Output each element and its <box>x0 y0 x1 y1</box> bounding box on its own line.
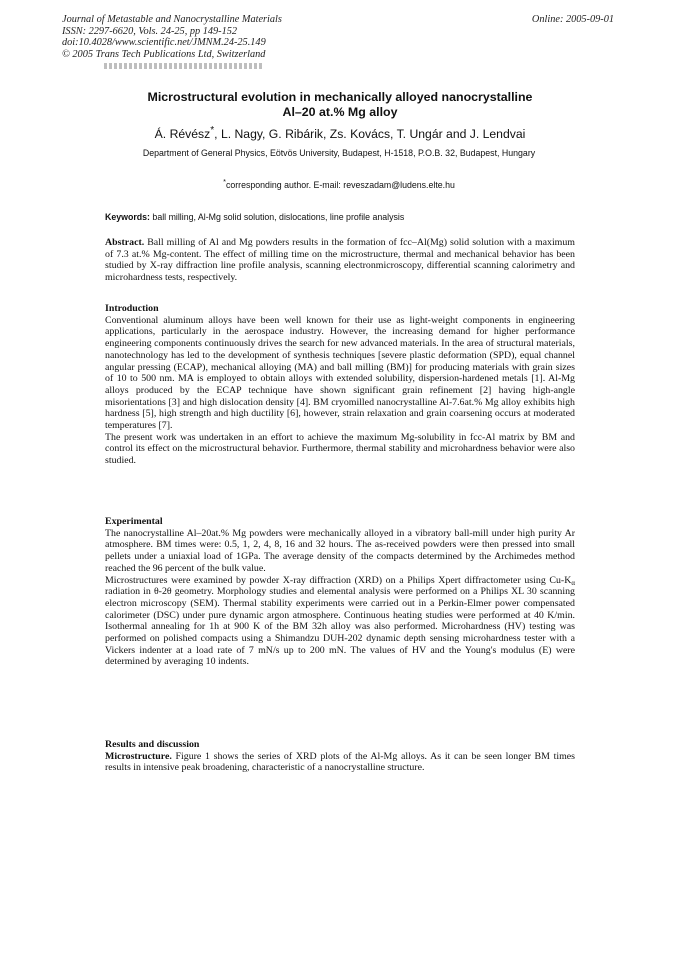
corresponding-mark: * <box>223 177 226 186</box>
results-section <box>105 739 575 774</box>
paragraph <box>105 575 575 669</box>
keywords-label: Keywords: <box>105 212 150 222</box>
author-first: Á. Révész <box>154 127 211 142</box>
journal-line: Journal of Metastable and Nanocrystalline Materials <box>62 14 282 25</box>
abstract-label: Abstract. <box>105 237 145 248</box>
corresponding-mark: * <box>210 125 215 136</box>
affiliation: Department of General Physics, Eötvös University, Budapest, H-1518, P.O.B. 32, Budapest, Hungary <box>142 148 536 158</box>
abstract-text: Ball milling of Al and Mg powders results in the formation of fcc–Al(Mg) solid solution with a maximum of 7.3 at.% Mg-content. The effect of milling time on the microstructure, thermal and mechanical behavior has been studied by X-ray diffraction line profile analysis, scanning electronmicroscopy, differential scanning calorimetry and microhardness tests, respectively. <box>105 237 575 284</box>
paragraph: Conventional aluminum alloys have been well known for their use as light-weight components in engineering applications, particularly in the aerospace industry. However, the increasing demand for higher performance engineering components continuously drives the search for new advanced materials. In the area of structural materials, nanotechnology has led to the development of synthesis techniques [severe plastic deformation (SPD), equal channel angular pressing (ECAP), mechanical alloying (MA) and ball milling (BM)] for producing materials with grain sizes of 10 to 500 nm. MA is employed to obtain alloys with extended solubility, dispersion-hardened metals [1]. Al-Mg alloys produced by the ECAP technique have shown significant grain refinement [2] having high-angle misorientations [3] and high dislocation density [4]. BM cryomilled nanocrystalline Al-7.6at.% Mg alloy exhibits high hardness [5], high strength and high ductility [6], however, strain relaxation and grain coarsening occurs at moderated temperatures [7]. <box>105 314 575 432</box>
paragraph: The present work was undertaken in an effort to achieve the maximum Mg-solubility in fcc-Al matrix by BM and control its effect on the microstructural behavior. Furthermore, thermal stability and microhardness behavior were also studied. <box>105 431 575 467</box>
journal-line: © 2005 Trans Tech Publications Ltd, Switzerland <box>62 48 266 60</box>
subscript-alpha: α <box>571 579 575 587</box>
abstract <box>105 237 575 284</box>
section-heading: Experimental <box>105 516 163 527</box>
paragraph <box>105 751 575 774</box>
journal-line: ISSN: 2297-6620, Vols. 24-25, pp 149-152 <box>62 25 238 37</box>
paragraph-text: Microstructures were examined by powder X-ray diffraction (XRD) on a Philips Xpert diffractometer using Cu-K <box>105 574 572 586</box>
paragraph-text: radiation in θ-2θ geometry. Morphology studies and elemental analysis were performed on a Philips XL 30 scanning electron microscopy (SEM). Thermal stability experiments were carried out in a Perkin-Elmer power compensated calorimeter (DSC) under pure dynamic argon atmosphere. Continuous heating studies were performed at 40 K/min. Isothermal annealing for 1h at 900 K of the BM 32h alloy was also performed. Microhardness (HV) testing was performed on polished compacts using a Shimandzu DUH-202 dynamic depth sensing microhardness tester with a Vickers indenter at a load rate of 7 mN/s up to 200 mN. The values of HV and the Young's modulus (E) were determined by averaging 10 indents. <box>105 586 575 668</box>
title-line: Microstructural evolution in mechanically alloyed nanocrystalline <box>147 90 533 104</box>
corresponding-author <box>100 177 578 190</box>
online-date: Online: 2005-09-01 <box>531 14 614 25</box>
section-heading: Results and discussion <box>105 739 200 750</box>
journal-line: doi:10.4028/www.scientific.net/JMNM.24-25.149 <box>62 37 266 49</box>
keywords <box>105 212 575 222</box>
journal-citation <box>62 14 442 60</box>
introduction-section <box>105 303 575 467</box>
author-rest: , L. Nagy, G. Ribárik, Zs. Kovács, T. Ungár and J. Lendvai <box>214 127 526 142</box>
paragraph-text: Figure 1 shows the series of XRD plots of the Al-Mg alloys. As it can be seen longer BM times results in intensive peak broadening, characteristic of a nanocrystalline structure. <box>105 750 575 774</box>
title-line: Al–20 at.% Mg alloy <box>282 105 398 119</box>
experimental-section <box>105 516 575 668</box>
section-heading: Introduction <box>105 303 159 314</box>
paper-title <box>90 90 590 120</box>
author-list <box>60 125 620 141</box>
paragraph: The nanocrystalline Al–20at.% Mg powders were mechanically alloyed in a vibratory ball-mill under high purity Ar atmosphere. BM times were: 0.5, 1, 2, 4, 8, 16 and 32 hours. The as-received powders were then pressed into small pellets under a uniaxial load of 1GPa. The average density of the compacts determined by the Archimedes method reached the 96 percent of the bulk value. <box>105 527 575 574</box>
keywords-text: ball milling, Al-Mg solid solution, dislocations, line profile analysis <box>149 212 405 222</box>
corresponding-text: corresponding author. E-mail: reveszadam@ludens.elte.hu <box>225 179 455 190</box>
scan-smudge <box>104 63 264 69</box>
subsection-label: Microstructure. <box>105 750 172 762</box>
